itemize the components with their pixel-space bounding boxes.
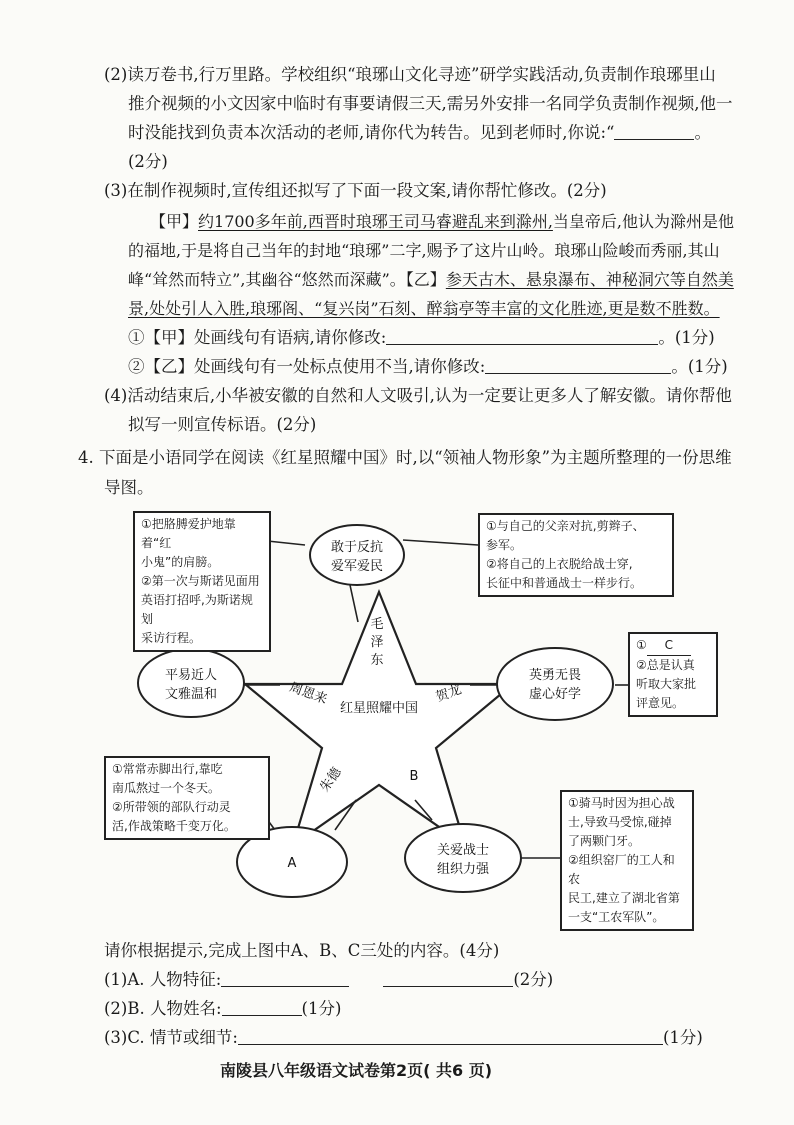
q4-instruction: 请你根据提示,完成上图中A、B、C三处的内容。(4分): [104, 941, 500, 960]
oval-bottom-right-line1: 关爱战士: [436, 843, 490, 858]
sub-question-1-score: 。(1分): [658, 328, 715, 347]
box-right-c-blank: C: [647, 636, 691, 656]
name-b-label: B: [409, 769, 419, 784]
oval-bottom-right-line2: 组织力强: [436, 862, 490, 877]
q3-part4-line2: 拟写一则宣传标语。(2分): [128, 415, 317, 434]
answer-b-score: (1分): [301, 999, 342, 1018]
q3-part4-line1: (4)活动结束后,小华被安徽的自然和人文吸引,认为一定要让更多人了解安徽。请你帮他: [104, 386, 732, 405]
box-bottom-right-text: ①骑马时因为担心战 士,导致马受惊,碰掉 了两颗门牙。 ②组织窑厂的工人和农 民工,建立了湖北省第 一支“工农军队”。: [568, 796, 680, 924]
passage-line2: 的福地,于是将自己当年的封地“琅琊”二字,赐予了这片山岭。琅琊山险峻而秀丽,其山: [128, 241, 720, 260]
answer-c-label: (3)C. 情节或细节:: [104, 1028, 238, 1047]
oval-left: [138, 649, 244, 717]
q3-part2-line2: 推介视频的小文因家中临时有事要请假三天,需另外安排一名同学负责制作视频,他一: [128, 94, 733, 113]
q4-intro-line1: 4. 下面是小语同学在阅读《红星照耀中国》时,以“领袖人物形象”为主题所整理的一份思维: [78, 448, 732, 467]
oval-right-line1: 英勇无畏: [528, 668, 582, 683]
oval-top-line2: 爱军爱民: [330, 559, 384, 574]
box-bottom-left-text: ①常常赤脚出行,靠吃 南瓜熬过一个冬天。 ②所带领的部队行动灵 活,作战策略千变万化。: [112, 762, 236, 833]
box-right: [628, 632, 718, 717]
star-center-label: 红星照耀中国: [339, 701, 419, 716]
passage-jia-marker: 【甲】: [150, 212, 199, 231]
oval-left-line1: 平易近人: [164, 668, 218, 683]
oval-bottom-right: [405, 824, 521, 892]
answer-a-score: (2分): [513, 970, 554, 989]
answer-a-blank-1[interactable]: [221, 970, 349, 987]
answer-a-label: (1)A. 人物特征:: [104, 970, 222, 989]
name-zhu-de: 朱德: [317, 765, 345, 795]
name-zhou-enlai: 周恩来: [287, 679, 330, 708]
oval-left-line2: 文雅温和: [164, 687, 218, 702]
box-top-right: [478, 513, 674, 597]
answer-a-blank-2[interactable]: [383, 970, 513, 987]
oval-right-line2: 虚心好学: [528, 687, 582, 702]
passage-line3-start: 峰“耸然而特立”,其幽谷“悠然而深藏”。【乙】: [128, 270, 446, 289]
sub-question-2-text: ②【乙】处画线句有一处标点使用不当,请你修改:: [128, 357, 486, 376]
answer-c-blank[interactable]: [238, 1028, 663, 1045]
box-bottom-right: [560, 790, 694, 931]
sub-question-1-text: ①【甲】处画线句有语病,请你修改:: [128, 328, 387, 347]
box-right-text: ②总是认真 听取大家批 评意见。: [636, 658, 697, 710]
box-top-left: [133, 511, 271, 652]
q3-part2-line3-end: 。: [694, 123, 711, 142]
passage-jia-underlined: 约1700多年前,西晋时琅琊王司马睿避乱来到滁州,: [198, 212, 553, 231]
oval-top-line1: 敢于反抗: [330, 540, 384, 555]
answer-a-row: [104, 969, 553, 991]
answer-c-score: (1分): [662, 1028, 703, 1047]
box-right-c-line: [636, 636, 710, 656]
name-he-long: 贺龙: [434, 682, 464, 706]
name-mao-char3: 东: [370, 653, 384, 668]
answer-b-row: [104, 998, 341, 1020]
passage-line4: 景,处处引人入胜,琅琊阁、“复兴岗”石刻、醉翁亭等丰富的文化胜迹,更是数不胜数。: [128, 299, 720, 318]
box-right-prefix: ①: [636, 638, 647, 652]
q3-part2-line1: (2)读万卷书,行万里路。学校组织“琅琊山文化寻迹”研学实践活动,负责制作琅琊里山: [104, 65, 716, 84]
q4-intro-line2: 导图。: [104, 478, 154, 497]
box-top-right-text: ①与自己的父亲对抗,剪辫子、 参军。 ②将自己的上衣脱给战士穿, 长征中和普通战士一样步行。: [486, 519, 645, 590]
connector-line: [403, 540, 478, 545]
name-mao-char1: 毛: [370, 617, 384, 632]
page-footer: 南陵县八年级语文试卷第2页( 共6 页): [220, 1061, 493, 1080]
q3-part3-title: (3)在制作视频时,宣传组还拟写了下面一段文案,请你帮忙修改。(2分): [104, 181, 607, 200]
q3-part2-score: (2分): [128, 152, 168, 171]
answer-b-blank[interactable]: [222, 999, 302, 1016]
sub-question-2-score: 。(1分): [671, 357, 728, 376]
q3-part2-line3-text: 时没能找到负责本次活动的老师,请你代为转告。见到老师时,你说:“: [128, 123, 615, 142]
oval-a-label: A: [287, 856, 297, 871]
oval-top: [310, 525, 404, 585]
box-top-left-text: ①把胳膊爱护地靠着“红 小鬼”的肩膀。 ②第一次与斯诺见面用 英语打招呼,为斯诺规划 采访行程。: [141, 517, 260, 645]
passage-yi-underlined: 参天古木、悬泉瀑布、神秘洞穴等自然美: [445, 270, 734, 289]
name-mao-char2: 泽: [370, 635, 384, 650]
box-bottom-left: [104, 756, 270, 840]
oval-right: [497, 648, 613, 720]
answer-b-label: (2)B. 人物姓名:: [104, 999, 222, 1018]
passage-line1-rest: 当皇帝后,他认为滁州是他: [552, 212, 735, 231]
answer-c-row: [104, 1027, 703, 1049]
